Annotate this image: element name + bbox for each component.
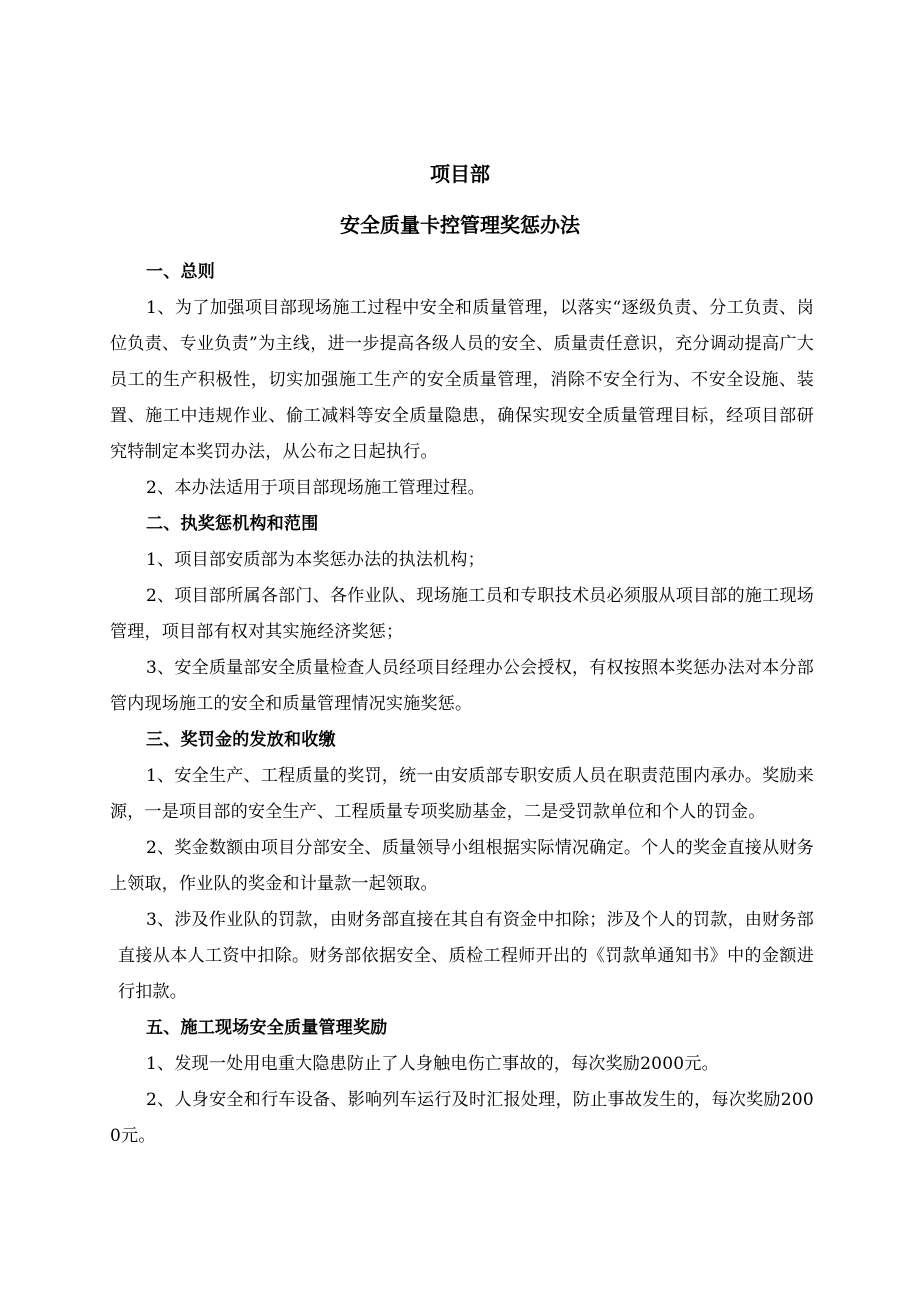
section-heading-general: 一、总则 [146, 262, 215, 282]
paragraph: 1、为了加强项目部现场施工过程中安全和质量管理，以落实“逐级负责、分工负责、岗位负责、专业负责”为主线，进一步提高各级人员的安全、质量责任意识，充分调动提高广大员工的生产积极性，切实加强施工生产的安全质量管理，消除不安全行为、不安全设施、装置、施工中违规作业、偷工减料等安全质量隐患，确保实现安全质量管理目标，经项目部研究特制定本奖罚办法，从公布之日起执行。 [110, 298, 814, 462]
paragraph: 2、奖金数额由项目分部安全、质量领导小组根据实际情况确定。个人的奖金直接从财务上领取，作业队的奖金和计量款一起领取。 [110, 838, 814, 894]
paragraph: 1、项目部安质部为本奖惩办法的执法机构； [146, 550, 485, 570]
paragraph: 3、安全质量部安全质量检查人员经项目经理办公会授权，有权按照本奖惩办法对本分部管内现场施工的安全和质量管理情况实施奖惩。 [110, 658, 814, 714]
paragraph: 2、项目部所属各部门、各作业队、现场施工员和专职技术员必须服从项目部的施工现场管理，项目部有权对其实施经济奖惩； [110, 586, 814, 642]
paragraph: 1、发现一处用电重大隐患防止了人身触电伤亡事故的，每次奖励2000元。 [146, 1054, 719, 1074]
section-heading-rewards: 五、施工现场安全质量管理奖励 [146, 1018, 388, 1038]
paragraph: 1、安全生产、工程质量的奖罚，统一由安质部专职安质人员在职责范围内承办。奖励来源，一是项目部的安全生产、工程质量专项奖励基金，二是受罚款单位和个人的罚金。 [110, 766, 814, 822]
paragraph: 3、涉及作业队的罚款，由财务部直接在其自有资金中扣除；涉及个人的罚款，由财务部直接从本人工资中扣除。财务部依据安全、质检工程师开出的《罚款单通知书》中的金额进行扣款。 [118, 910, 814, 1002]
section-heading-authority: 二、执奖惩机构和范围 [146, 514, 319, 534]
document-title-main: 安全质量卡控管理奖惩办法 [340, 213, 580, 237]
document-title-org: 项目部 [430, 162, 490, 186]
section-heading-funds: 三、奖罚金的发放和收缴 [146, 730, 336, 750]
paragraph: 2、人身安全和行车设备、影响列车运行及时汇报处理，防止事故发生的，每次奖励2000元。 [110, 1090, 814, 1146]
paragraph: 2、本办法适用于项目部现场施工管理过程。 [146, 478, 485, 498]
document-body [110, 254, 814, 1154]
